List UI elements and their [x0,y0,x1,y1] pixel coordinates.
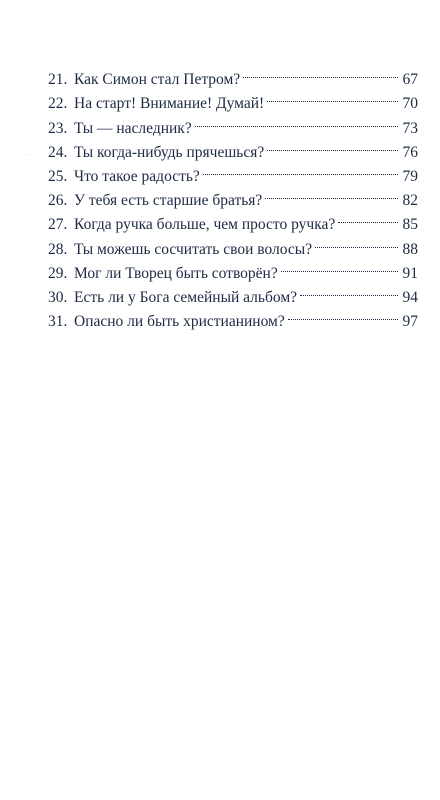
entry-number: 23. [48,119,68,137]
entry-page-number: 94 [402,288,418,306]
dot-leader [281,254,398,278]
entry-page-number: 79 [402,167,418,185]
dot-leader [288,302,398,326]
dot-leader [267,133,398,157]
entry-page-number: 73 [402,119,418,137]
entry-number: 25. [48,167,68,185]
entry-page-number: 91 [402,264,418,282]
entry-page-number: 97 [402,313,418,331]
toc-entry [48,60,418,89]
entry-number: 22. [48,95,68,113]
entry-page-number: 76 [402,143,418,161]
dot-leader [265,181,398,205]
entry-title: Ты когда-нибудь прячешься? [74,143,265,161]
entry-title: Что такое радость? [74,167,200,185]
entry-number: 27. [48,216,68,234]
dot-leader [338,205,398,229]
entry-page-number: 85 [402,216,418,234]
entry-title: Как Симон стал Петром? [74,71,241,89]
entry-page-number: 70 [402,95,418,113]
entry-page-number: 67 [402,71,418,89]
entry-title: У тебя есть старшие братья? [74,192,263,210]
entry-title: Когда ручка больше, чем просто ручка? [74,216,336,234]
entry-page-number: 82 [402,192,418,210]
dot-leader [267,84,398,108]
entry-number: 24. [48,143,68,161]
entry-number: 28. [48,240,68,258]
entry-number: 30. [48,288,68,306]
entry-number: 26. [48,192,68,210]
entry-title: Есть ли у Бога семейный альбом? [74,288,298,306]
dot-leader [203,157,398,181]
entry-title: Мог ли Творец быть сотворён? [74,264,278,282]
entry-title: Опасно ли быть христианином? [74,313,285,331]
entry-title: Ты — наследник? [74,119,192,137]
dot-leader [195,108,398,132]
entry-number: 21. [48,71,68,89]
entry-title: Ты можешь сосчитать свои волосы? [74,240,313,258]
dot-leader [315,229,398,253]
entry-title: На старт! Внимание! Думай! [74,95,265,113]
page-speck [26,154,27,155]
table-of-contents [48,60,418,331]
dot-leader [300,278,398,302]
entry-number: 29. [48,264,68,282]
dot-leader [243,60,398,84]
entry-page-number: 88 [402,240,418,258]
entry-number: 31. [48,313,68,331]
